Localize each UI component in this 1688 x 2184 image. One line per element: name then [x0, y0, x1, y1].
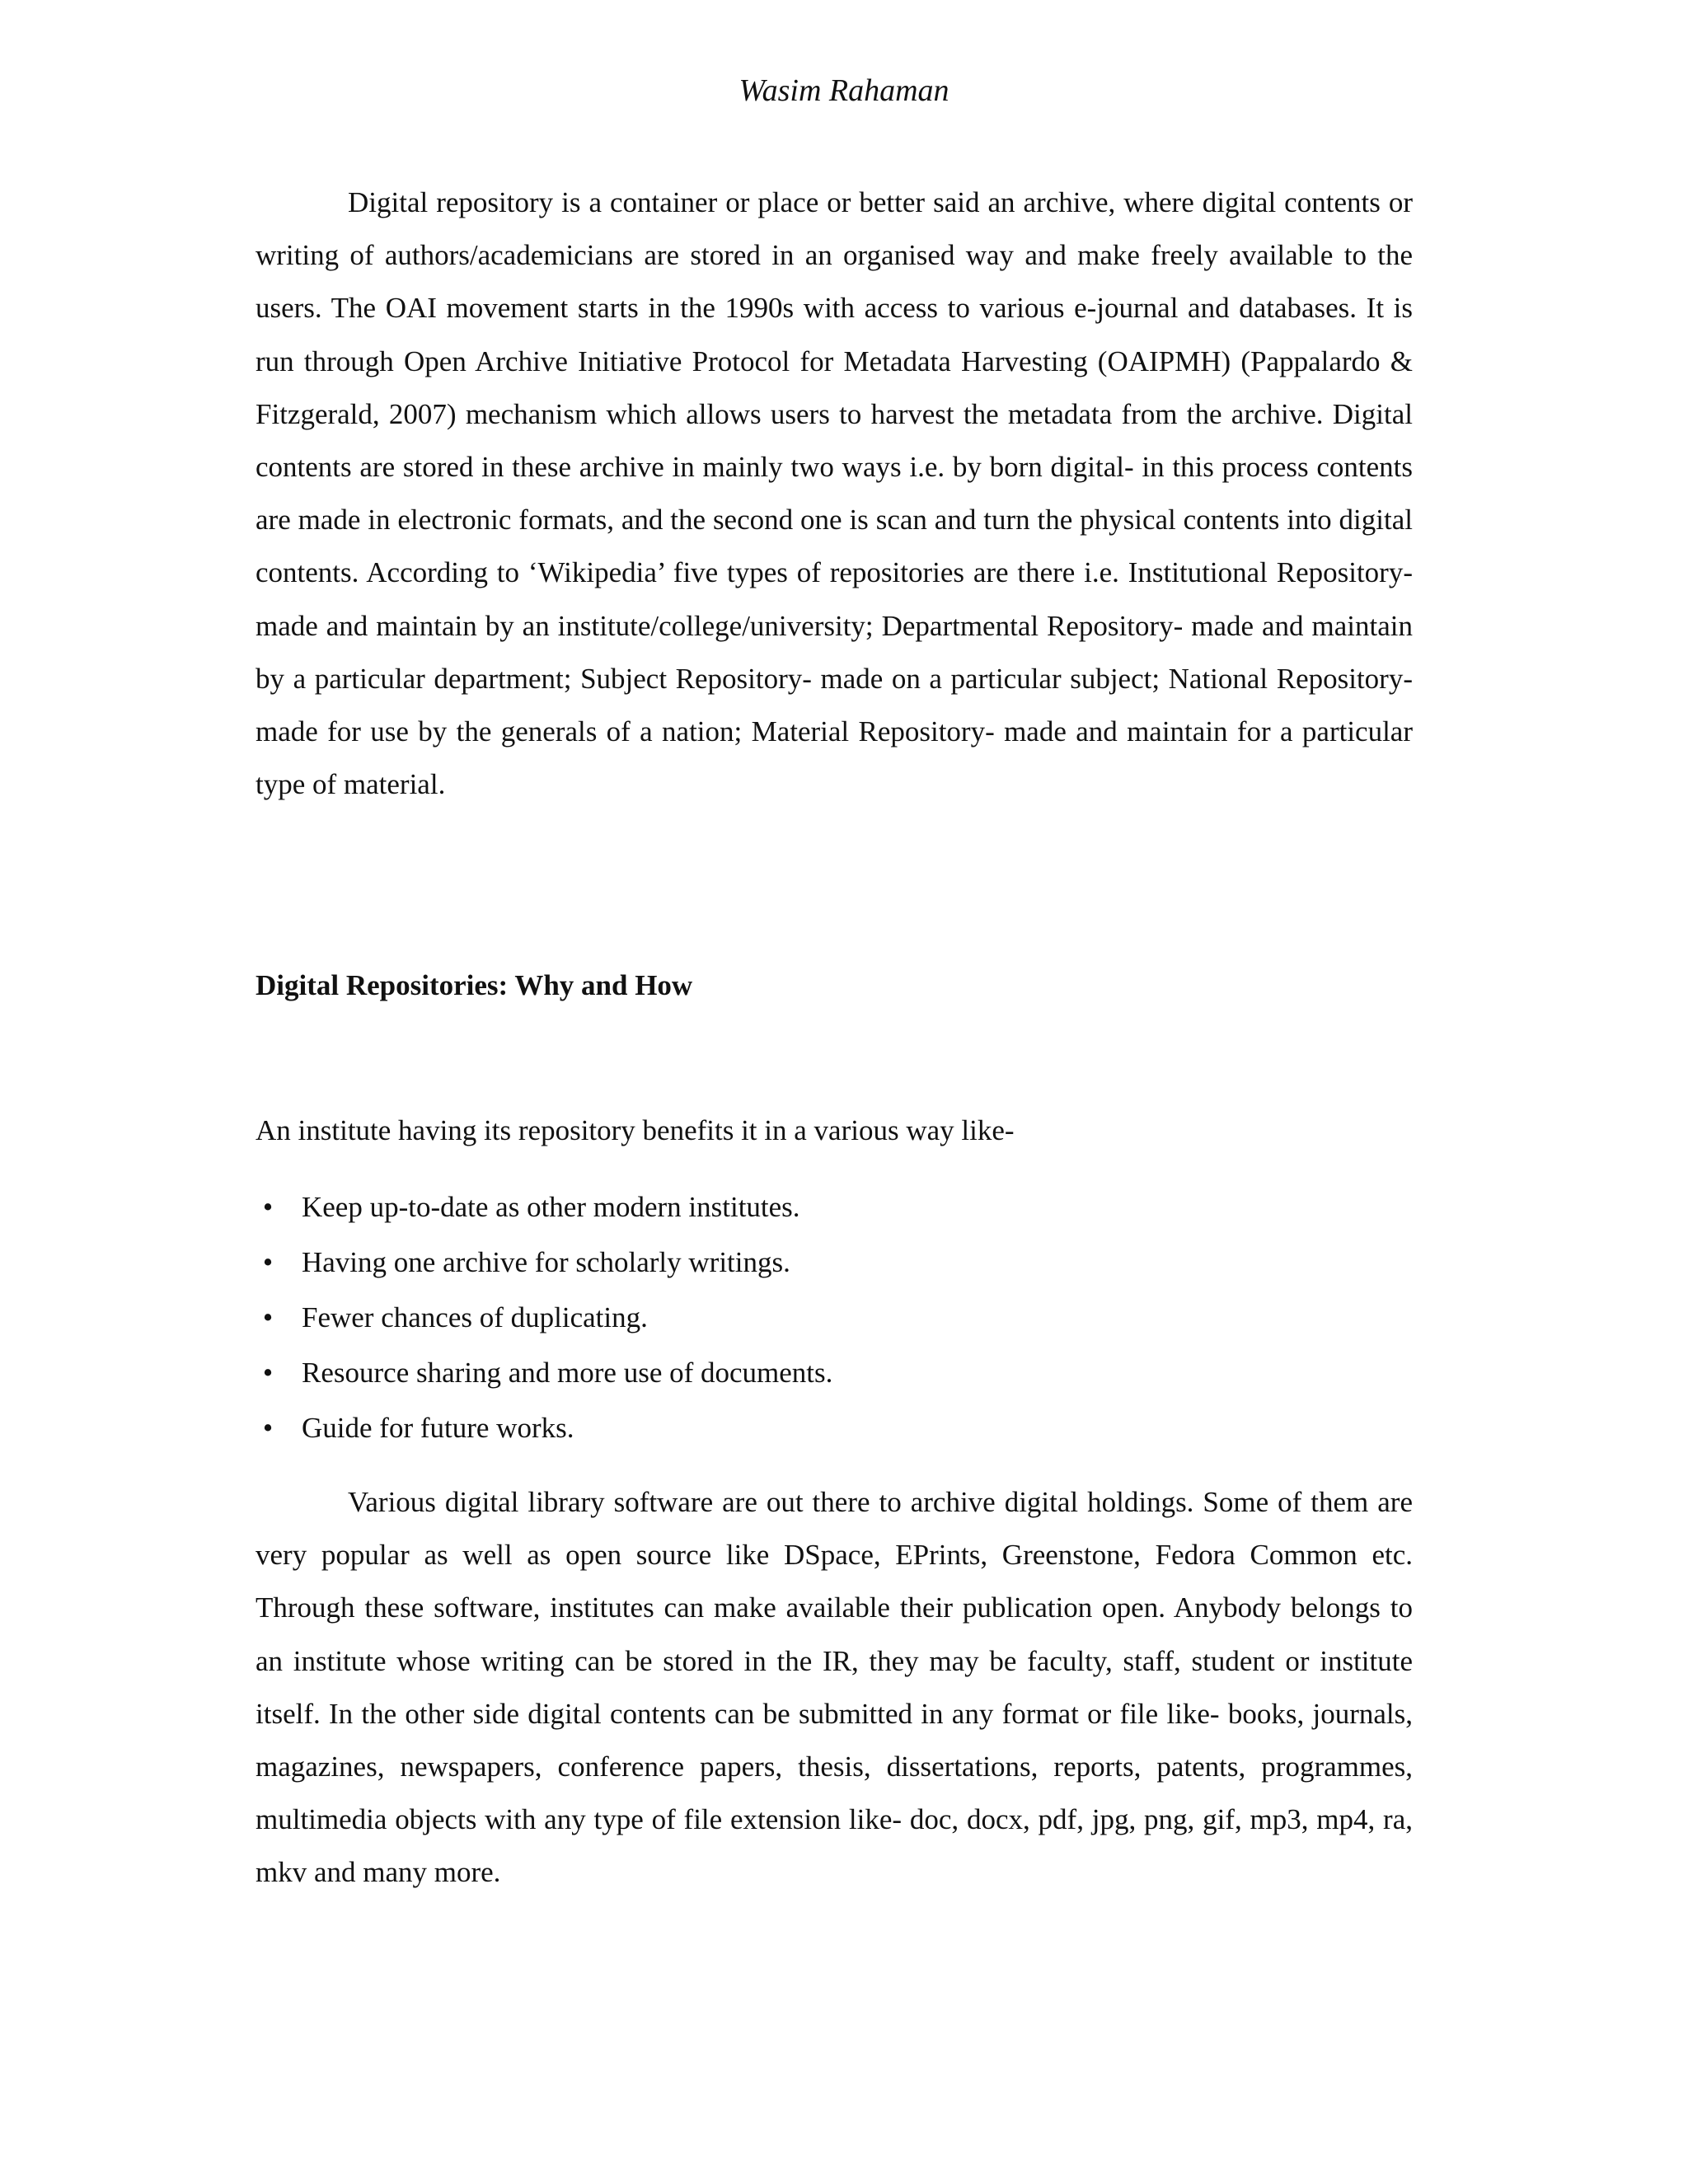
list-item-text: Guide for future works. — [302, 1412, 574, 1444]
list-item — [256, 1243, 1413, 1298]
bullet-icon: • — [262, 1412, 274, 1444]
list-item — [256, 1298, 1413, 1353]
body-paragraph-repository-definition — [256, 176, 1413, 811]
list-item-text: Having one archive for scholarly writings. — [302, 1246, 790, 1278]
benefits-bullet-list — [256, 1188, 1413, 1464]
list-item-text: Fewer chances of duplicating. — [302, 1301, 648, 1333]
bullet-icon: • — [262, 1357, 274, 1389]
list-item — [256, 1188, 1413, 1243]
benefits-intro-text: An institute having its repository benefits it in a various way like- — [256, 1114, 1015, 1146]
section-heading: Digital Repositories: Why and How — [256, 969, 693, 1001]
list-item-text: Keep up-to-date as other modern institutes. — [302, 1191, 800, 1223]
running-header-author: Wasim Rahaman — [738, 73, 950, 108]
paragraph-text: Digital repository is a container or place or better said an archive, where digital contents or writing of authors/academicians are stored in an organised way and make freely available to the users. The OAI movement starts in the 1990s with access to various e-journal and databases. It is run through Open Archive Initiative Protocol for Metadata Harvesting (OAIPMH) (Pappalardo & Fitzgerald, 2007) mechanism which allows users to harvest the metadata from the archive. Digital contents are stored in these archive in mainly two ways i.e. by born digital- in this process contents are made in electronic formats, and the second one is scan and turn the physical contents into digital contents. According to ‘Wikipedia’ five types of repositories are there i.e. Institutional Repository- made and maintain by an institute/college/university; Departmental Repository- made and maintain by a particular department; Subject Repository- made on a particular subject; National Repository- made for use by the generals of a nation; Material Repository- made and maintain for a particular type of material. — [256, 186, 1413, 801]
bullet-icon: • — [262, 1191, 274, 1223]
list-item — [256, 1408, 1413, 1464]
body-paragraph-software — [256, 1476, 1413, 1900]
list-item-text: Resource sharing and more use of documents. — [302, 1357, 833, 1389]
bullet-icon: • — [262, 1301, 274, 1333]
bullet-icon: • — [262, 1246, 274, 1278]
list-item — [256, 1353, 1413, 1408]
paragraph-text: Various digital library software are out there to archive digital holdings. Some of them are very popular as well as open source like DSpace, EPrints, Greenstone, Fedora Common etc. Through these software, institutes can make available their publication open. Anybody belongs to an institute whose writing can be stored in the IR, they may be faculty, staff, student or institute itself. In the other side digital contents can be submitted in any format or file like- books, journals, magazines, newspapers, conference papers, thesis, dissertations, reports, patents, programmes, multimedia objects with any type of file extension like- doc, docx, pdf, jpg, png, gif, mp3, mp4, ra, mkv and many more. — [256, 1486, 1413, 1889]
